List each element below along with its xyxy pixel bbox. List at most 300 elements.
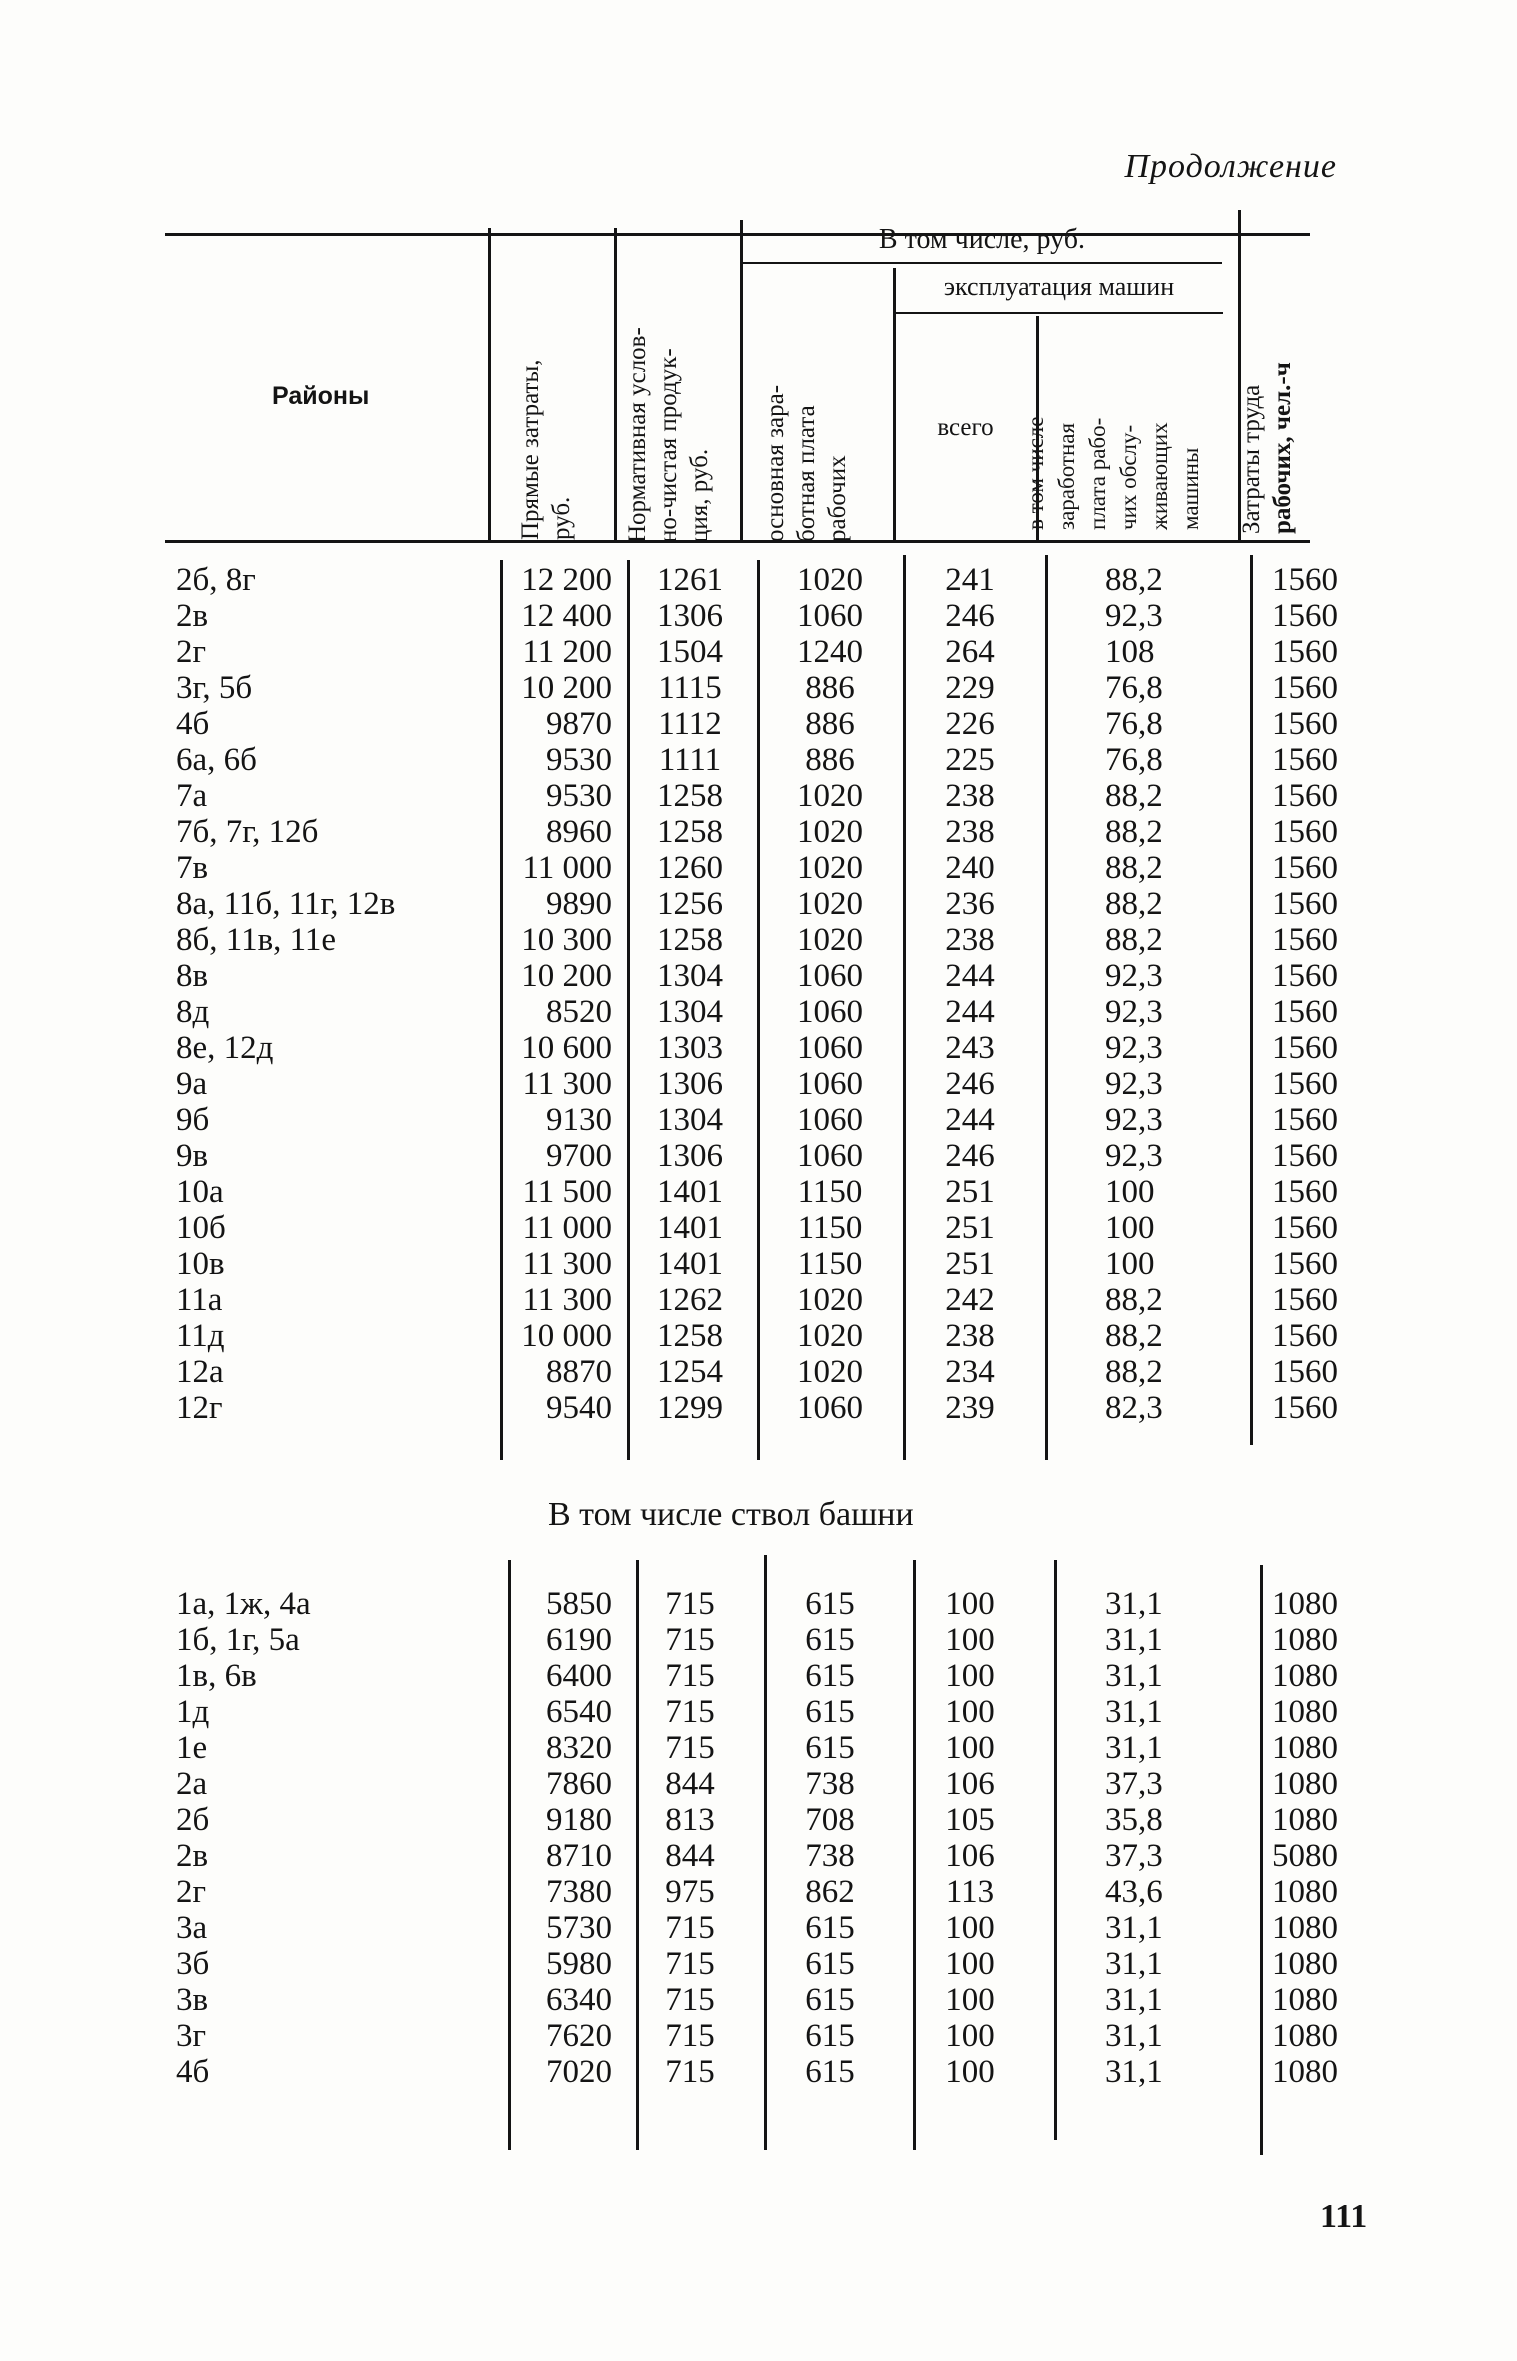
labor-costs-cell: 1560 [1272, 742, 1338, 778]
labor-costs-cell: 1560 [1272, 814, 1338, 850]
labor-costs-cell: 1560 [1272, 1066, 1338, 1102]
machine-wage-cell: 76,8 [1105, 742, 1163, 778]
base-wage-cell: 1020 [797, 562, 863, 598]
table-row [0, 1694, 1517, 1730]
region-cell: 7б, 7г, 12б [176, 814, 319, 850]
base-wage-cell: 615 [805, 1622, 855, 1658]
direct-costs-cell: 7860 [546, 1766, 612, 1802]
machine-total-cell: 246 [945, 1066, 995, 1102]
direct-costs-cell: 11 300 [522, 1282, 612, 1318]
header-machine-wage: в том числе заработная плата рабо- чих обслу- живающих машины [1023, 416, 1203, 530]
region-cell: 4б [176, 706, 210, 742]
direct-costs-cell: 9700 [546, 1138, 612, 1174]
normative-output-cell: 1115 [658, 670, 722, 706]
normative-output-cell: 1304 [657, 1102, 723, 1138]
direct-costs-cell: 11 000 [522, 1210, 612, 1246]
base-wage-cell: 615 [805, 2018, 855, 2054]
machine-wage-cell: 31,1 [1105, 1658, 1163, 1694]
header-vrule [614, 228, 617, 540]
machine-wage-cell: 92,3 [1105, 1102, 1163, 1138]
region-cell: 1а, 1ж, 4а [176, 1586, 311, 1622]
machine-total-cell: 251 [945, 1210, 995, 1246]
region-cell: 11а [176, 1282, 223, 1318]
machine-total-cell: 241 [945, 562, 995, 598]
table-row [0, 850, 1517, 886]
machine-wage-cell: 31,1 [1105, 2054, 1163, 2090]
machine-total-cell: 264 [945, 634, 995, 670]
machine-wage-cell: 92,3 [1105, 1030, 1163, 1066]
region-cell: 8в [176, 958, 209, 994]
normative-output-cell: 1256 [657, 886, 723, 922]
region-cell: 1д [176, 1694, 210, 1730]
machine-total-cell: 238 [945, 778, 995, 814]
table-row [0, 598, 1517, 634]
direct-costs-cell: 10 300 [521, 922, 612, 958]
region-cell: 2б, 8г [176, 562, 256, 598]
direct-costs-cell: 9890 [546, 886, 612, 922]
page-number: 111 [1320, 2198, 1368, 2235]
direct-costs-cell: 7020 [546, 2054, 612, 2090]
base-wage-cell: 1060 [797, 994, 863, 1030]
table-row [0, 922, 1517, 958]
table-row [0, 1910, 1517, 1946]
table-row [0, 1622, 1517, 1658]
normative-output-cell: 715 [665, 1622, 715, 1658]
normative-output-cell: 1306 [657, 598, 723, 634]
normative-output-cell: 715 [665, 2054, 715, 2090]
region-cell: 4б [176, 2054, 210, 2090]
table-row [0, 2054, 1517, 2090]
direct-costs-cell: 5850 [546, 1586, 612, 1622]
direct-costs-cell: 11 300 [522, 1246, 612, 1282]
labor-costs-cell: 1080 [1272, 1946, 1338, 1982]
region-cell: 3г, 5б [176, 670, 253, 706]
region-cell: 12г [176, 1390, 223, 1426]
machine-wage-cell: 88,2 [1105, 1354, 1163, 1390]
normative-output-cell: 1260 [657, 850, 723, 886]
machine-wage-cell: 88,2 [1105, 922, 1163, 958]
region-cell: 7в [176, 850, 209, 886]
normative-output-cell: 715 [665, 1658, 715, 1694]
region-cell: 8а, 11б, 11г, 12в [176, 886, 396, 922]
machine-total-cell: 243 [945, 1030, 995, 1066]
labor-costs-cell: 1560 [1272, 1102, 1338, 1138]
normative-output-cell: 1112 [658, 706, 722, 742]
labor-costs-cell: 1080 [1272, 1622, 1338, 1658]
base-wage-cell: 1060 [797, 1066, 863, 1102]
base-wage-cell: 1020 [797, 850, 863, 886]
base-wage-cell: 1060 [797, 598, 863, 634]
region-cell: 8е, 12д [176, 1030, 274, 1066]
machine-wage-cell: 88,2 [1105, 778, 1163, 814]
direct-costs-cell: 9530 [546, 742, 612, 778]
table-row [0, 1946, 1517, 1982]
normative-output-cell: 1258 [657, 814, 723, 850]
base-wage-cell: 1060 [797, 1102, 863, 1138]
region-cell: 9б [176, 1102, 210, 1138]
normative-output-cell: 813 [665, 1802, 715, 1838]
machine-total-cell: 246 [945, 598, 995, 634]
labor-costs-cell: 1080 [1272, 1730, 1338, 1766]
direct-costs-cell: 11 500 [522, 1174, 612, 1210]
direct-costs-cell: 5980 [546, 1946, 612, 1982]
table-row [0, 994, 1517, 1030]
base-wage-cell: 615 [805, 2054, 855, 2090]
machine-total-cell: 106 [945, 1766, 995, 1802]
direct-costs-cell: 6190 [546, 1622, 612, 1658]
machine-wage-cell: 35,8 [1105, 1802, 1163, 1838]
table-row [0, 1282, 1517, 1318]
base-wage-cell: 1020 [797, 1354, 863, 1390]
normative-output-cell: 1401 [657, 1174, 723, 1210]
region-cell: 8б, 11в, 11е [176, 922, 337, 958]
labor-costs-cell: 1080 [1272, 2018, 1338, 2054]
machine-total-cell: 251 [945, 1174, 995, 1210]
normative-output-cell: 1306 [657, 1066, 723, 1102]
region-cell: 2в [176, 598, 209, 634]
machine-wage-cell: 88,2 [1105, 814, 1163, 850]
base-wage-cell: 615 [805, 1658, 855, 1694]
base-wage-cell: 1150 [797, 1210, 863, 1246]
normative-output-cell: 715 [665, 2018, 715, 2054]
region-cell: 1в, 6в [176, 1658, 257, 1694]
base-wage-cell: 1020 [797, 922, 863, 958]
machine-total-cell: 238 [945, 814, 995, 850]
labor-costs-cell: 1560 [1272, 1210, 1338, 1246]
table-row [0, 1766, 1517, 1802]
normative-output-cell: 1504 [657, 634, 723, 670]
labor-costs-cell: 1560 [1272, 922, 1338, 958]
normative-output-cell: 1304 [657, 994, 723, 1030]
machine-wage-cell: 92,3 [1105, 958, 1163, 994]
table-row [0, 562, 1517, 598]
region-cell: 3а [176, 1910, 208, 1946]
labor-costs-cell: 1560 [1272, 778, 1338, 814]
machine-total-cell: 246 [945, 1138, 995, 1174]
labor-costs-cell: 1560 [1272, 958, 1338, 994]
header-vrule [893, 268, 896, 540]
normative-output-cell: 844 [665, 1766, 715, 1802]
section2-title: В том числе ствол башни [548, 1496, 914, 1533]
machine-wage-cell: 31,1 [1105, 1946, 1163, 1982]
base-wage-cell: 738 [805, 1766, 855, 1802]
normative-output-cell: 1258 [657, 922, 723, 958]
labor-costs-cell: 1560 [1272, 670, 1338, 706]
base-wage-cell: 1020 [797, 1282, 863, 1318]
normative-output-cell: 1254 [657, 1354, 723, 1390]
direct-costs-cell: 9180 [546, 1802, 612, 1838]
direct-costs-cell: 7620 [546, 2018, 612, 2054]
table-row [0, 1354, 1517, 1390]
header-labor-costs: Затраты труда рабочих, чел.-ч [1238, 362, 1296, 534]
machine-wage-cell: 92,3 [1105, 598, 1163, 634]
machine-total-cell: 106 [945, 1838, 995, 1874]
direct-costs-cell: 8320 [546, 1730, 612, 1766]
machine-wage-cell: 76,8 [1105, 706, 1163, 742]
table-row [0, 1174, 1517, 1210]
header-bottom-rule [165, 540, 1310, 543]
header-machine-group: эксплуатация машин [943, 272, 1175, 301]
labor-costs-cell: 1560 [1272, 598, 1338, 634]
direct-costs-cell: 11 000 [522, 850, 612, 886]
direct-costs-cell: 10 200 [521, 670, 612, 706]
machine-wage-cell: 88,2 [1105, 886, 1163, 922]
base-wage-cell: 1240 [797, 634, 863, 670]
region-cell: 1е [176, 1730, 208, 1766]
base-wage-cell: 1150 [797, 1174, 863, 1210]
table-row [0, 1066, 1517, 1102]
machine-total-cell: 100 [945, 1658, 995, 1694]
base-wage-cell: 615 [805, 1586, 855, 1622]
normative-output-cell: 1111 [658, 742, 722, 778]
labor-costs-cell: 1560 [1272, 1174, 1338, 1210]
machine-total-cell: 242 [945, 1282, 995, 1318]
base-wage-cell: 1060 [797, 1138, 863, 1174]
base-wage-cell: 1060 [797, 958, 863, 994]
machine-wage-cell: 31,1 [1105, 1730, 1163, 1766]
labor-costs-cell: 1080 [1272, 1910, 1338, 1946]
machine-wage-cell: 31,1 [1105, 1982, 1163, 2018]
table-row [0, 1318, 1517, 1354]
labor-costs-cell: 1560 [1272, 706, 1338, 742]
normative-output-cell: 844 [665, 1838, 715, 1874]
machine-total-cell: 100 [945, 1586, 995, 1622]
machine-total-cell: 236 [945, 886, 995, 922]
base-wage-cell: 708 [805, 1802, 855, 1838]
direct-costs-cell: 6400 [546, 1658, 612, 1694]
labor-costs-cell: 1080 [1272, 1982, 1338, 2018]
labor-costs-cell: 1560 [1272, 994, 1338, 1030]
region-cell: 2г [176, 634, 207, 670]
machine-total-cell: 239 [945, 1390, 995, 1426]
base-wage-cell: 886 [805, 670, 855, 706]
base-wage-cell: 738 [805, 1838, 855, 1874]
normative-output-cell: 1401 [657, 1246, 723, 1282]
direct-costs-cell: 12 400 [521, 598, 612, 634]
normative-output-cell: 715 [665, 1730, 715, 1766]
machine-wage-cell: 100 [1105, 1210, 1155, 1246]
labor-costs-cell: 1560 [1272, 1138, 1338, 1174]
labor-costs-cell: 1080 [1272, 1766, 1338, 1802]
region-cell: 10б [176, 1210, 226, 1246]
base-wage-cell: 1020 [797, 1318, 863, 1354]
machine-wage-cell: 88,2 [1105, 850, 1163, 886]
normative-output-cell: 1258 [657, 778, 723, 814]
region-cell: 3г [176, 2018, 207, 2054]
base-wage-cell: 615 [805, 1982, 855, 2018]
labor-costs-cell: 1560 [1272, 634, 1338, 670]
labor-costs-cell: 1560 [1272, 1030, 1338, 1066]
table-row [0, 1390, 1517, 1426]
direct-costs-cell: 7380 [546, 1874, 612, 1910]
direct-costs-cell: 10 000 [521, 1318, 612, 1354]
machine-total-cell: 100 [945, 1694, 995, 1730]
table-row [0, 1838, 1517, 1874]
table-row [0, 886, 1517, 922]
machine-wage-cell: 92,3 [1105, 1066, 1163, 1102]
machine-wage-cell: 31,1 [1105, 1910, 1163, 1946]
machine-wage-cell: 92,3 [1105, 994, 1163, 1030]
table-row [0, 2018, 1517, 2054]
region-cell: 2г [176, 1874, 207, 1910]
normative-output-cell: 1306 [657, 1138, 723, 1174]
direct-costs-cell: 9540 [546, 1390, 612, 1426]
direct-costs-cell: 10 200 [521, 958, 612, 994]
labor-costs-cell: 1080 [1272, 1586, 1338, 1622]
machine-wage-cell: 100 [1105, 1246, 1155, 1282]
machine-wage-cell: 82,3 [1105, 1390, 1163, 1426]
labor-costs-cell: 1080 [1272, 1802, 1338, 1838]
direct-costs-cell: 9870 [546, 706, 612, 742]
normative-output-cell: 715 [665, 1910, 715, 1946]
machine-total-cell: 251 [945, 1246, 995, 1282]
machine-total-cell: 229 [945, 670, 995, 706]
normative-output-cell: 1299 [657, 1390, 723, 1426]
region-cell: 10а [176, 1174, 224, 1210]
machine-wage-cell: 88,2 [1105, 562, 1163, 598]
base-wage-cell: 886 [805, 742, 855, 778]
direct-costs-cell: 12 200 [521, 562, 612, 598]
base-wage-cell: 1020 [797, 886, 863, 922]
machine-wage-cell: 31,1 [1105, 1586, 1163, 1622]
direct-costs-cell: 6340 [546, 1982, 612, 2018]
base-wage-cell: 1020 [797, 814, 863, 850]
labor-costs-cell: 1560 [1272, 1390, 1338, 1426]
including-group-rule [742, 262, 1222, 264]
machine-wage-cell: 31,1 [1105, 1622, 1163, 1658]
base-wage-cell: 886 [805, 706, 855, 742]
normative-output-cell: 1262 [657, 1282, 723, 1318]
table-row [0, 778, 1517, 814]
machine-total-cell: 234 [945, 1354, 995, 1390]
machine-total-cell: 238 [945, 922, 995, 958]
machine-wage-cell: 37,3 [1105, 1838, 1163, 1874]
machine-total-cell: 100 [945, 1910, 995, 1946]
region-cell: 2б [176, 1802, 210, 1838]
table-row [0, 1658, 1517, 1694]
normative-output-cell: 715 [665, 1946, 715, 1982]
table-row [0, 1874, 1517, 1910]
direct-costs-cell: 8710 [546, 1838, 612, 1874]
labor-costs-cell: 1080 [1272, 1874, 1338, 1910]
machine-wage-cell: 100 [1105, 1174, 1155, 1210]
machine-total-cell: 100 [945, 1730, 995, 1766]
base-wage-cell: 615 [805, 1730, 855, 1766]
table-row [0, 670, 1517, 706]
base-wage-cell: 1060 [797, 1390, 863, 1426]
region-cell: 8д [176, 994, 210, 1030]
region-cell: 7а [176, 778, 208, 814]
header-vrule [740, 220, 743, 540]
table-row [0, 814, 1517, 850]
machine-total-cell: 244 [945, 1102, 995, 1138]
direct-costs-cell: 9530 [546, 778, 612, 814]
table-row [0, 1982, 1517, 2018]
machine-wage-cell: 37,3 [1105, 1766, 1163, 1802]
table-row [0, 1030, 1517, 1066]
machine-wage-cell: 31,1 [1105, 2018, 1163, 2054]
direct-costs-cell: 11 200 [522, 634, 612, 670]
normative-output-cell: 715 [665, 1694, 715, 1730]
table-row [0, 1586, 1517, 1622]
normative-output-cell: 1304 [657, 958, 723, 994]
machine-wage-cell: 88,2 [1105, 1318, 1163, 1354]
machine-total-cell: 244 [945, 958, 995, 994]
machine-wage-cell: 92,3 [1105, 1138, 1163, 1174]
machine-wage-cell: 31,1 [1105, 1694, 1163, 1730]
header-direct-costs: Прямые затраты, руб. [517, 359, 575, 540]
region-cell: 3б [176, 1946, 210, 1982]
header-vrule [488, 228, 491, 540]
region-cell: 9а [176, 1066, 208, 1102]
table-row [0, 742, 1517, 778]
machine-total-cell: 100 [945, 2018, 995, 2054]
normative-output-cell: 1258 [657, 1318, 723, 1354]
direct-costs-cell: 8870 [546, 1354, 612, 1390]
machine-total-cell: 100 [945, 2054, 995, 2090]
normative-output-cell: 1261 [657, 562, 723, 598]
normative-output-cell: 1401 [657, 1210, 723, 1246]
base-wage-cell: 615 [805, 1946, 855, 1982]
table-row [0, 1802, 1517, 1838]
machine-total-cell: 100 [945, 1622, 995, 1658]
labor-costs-cell: 1560 [1272, 1282, 1338, 1318]
base-wage-cell: 615 [805, 1910, 855, 1946]
direct-costs-cell: 8520 [546, 994, 612, 1030]
labor-costs-cell: 1560 [1272, 850, 1338, 886]
header-regions: Районы [272, 382, 370, 410]
table-row [0, 958, 1517, 994]
header-normative-output: Нормативная услов- но-чистая продук- ция, руб. [624, 327, 713, 543]
table-row [0, 1246, 1517, 1282]
labor-costs-cell: 1560 [1272, 1318, 1338, 1354]
machine-total-cell: 100 [945, 1946, 995, 1982]
direct-costs-cell: 11 300 [522, 1066, 612, 1102]
machine-total-cell: 238 [945, 1318, 995, 1354]
header-including-group: В том числе, руб. [878, 224, 1086, 255]
normative-output-cell: 715 [665, 1982, 715, 2018]
direct-costs-cell: 8960 [546, 814, 612, 850]
normative-output-cell: 1303 [657, 1030, 723, 1066]
direct-costs-cell: 10 600 [521, 1030, 612, 1066]
table-row [0, 1138, 1517, 1174]
labor-costs-cell: 1080 [1272, 1694, 1338, 1730]
machine-total-cell: 225 [945, 742, 995, 778]
table-row [0, 1210, 1517, 1246]
direct-costs-cell: 6540 [546, 1694, 612, 1730]
base-wage-cell: 1150 [797, 1246, 863, 1282]
base-wage-cell: 1020 [797, 778, 863, 814]
normative-output-cell: 975 [665, 1874, 715, 1910]
table-row [0, 1102, 1517, 1138]
machine-total-cell: 100 [945, 1982, 995, 2018]
table-row [0, 634, 1517, 670]
machine-total-cell: 240 [945, 850, 995, 886]
machine-group-rule [895, 312, 1223, 314]
normative-output-cell: 715 [665, 1586, 715, 1622]
labor-costs-cell: 1560 [1272, 562, 1338, 598]
machine-wage-cell: 108 [1105, 634, 1155, 670]
region-cell: 3в [176, 1982, 209, 2018]
region-cell: 2в [176, 1838, 209, 1874]
machine-total-cell: 226 [945, 706, 995, 742]
base-wage-cell: 862 [805, 1874, 855, 1910]
labor-costs-cell: 1560 [1272, 1246, 1338, 1282]
machine-wage-cell: 43,6 [1105, 1874, 1163, 1910]
machine-total-cell: 113 [945, 1874, 995, 1910]
continuation-label: Продолжение [1124, 148, 1337, 185]
labor-costs-cell: 1080 [1272, 2054, 1338, 2090]
